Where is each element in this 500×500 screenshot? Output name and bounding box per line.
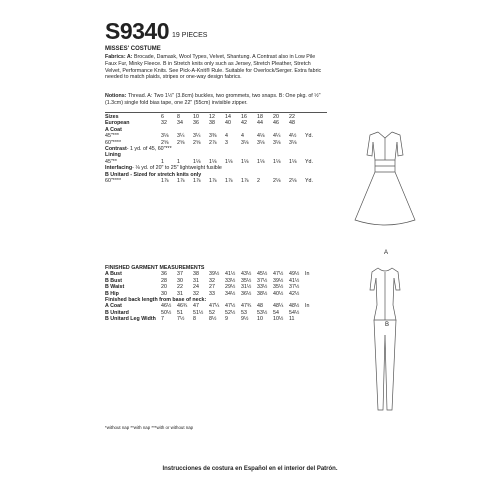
- cell-value: 48: [257, 303, 263, 310]
- cell-value: 4¼: [273, 133, 281, 140]
- cell-value: 1⅛: [241, 158, 249, 165]
- cell-value: 52: [209, 309, 215, 316]
- cell-value: 51: [177, 309, 183, 316]
- cell-value: 7: [161, 316, 164, 323]
- cell-value: 30: [161, 290, 167, 297]
- cell-value: 46¾: [177, 303, 188, 310]
- cell-value: 1: [161, 158, 164, 165]
- unit-cell: Yd.: [305, 178, 313, 185]
- cell-value: 43½: [241, 271, 252, 278]
- cell-value: 35½: [273, 284, 284, 291]
- row-label: A Bust: [105, 271, 122, 278]
- cell-value: 36½: [241, 290, 252, 297]
- cell-value: 42½: [289, 290, 300, 297]
- cell-value: 32: [161, 120, 167, 127]
- cell-value: 47¾: [241, 303, 252, 310]
- cell-value: 9: [225, 316, 228, 323]
- cell-value: 1⅞: [241, 178, 249, 185]
- row-label: B Unitard: [105, 309, 129, 316]
- section-label: FINISHED GARMENT MEASUREMENTS: [105, 265, 205, 271]
- cell-value: 1⅞: [209, 178, 217, 185]
- cell-value: 34: [177, 120, 183, 127]
- cell-value: 2⅝: [177, 139, 185, 146]
- cell-value: 2: [257, 178, 260, 185]
- fabrics-label: Fabrics: A:: [105, 54, 133, 60]
- cell-value: 9½: [241, 316, 249, 323]
- unit-cell: In: [305, 271, 310, 278]
- cell-value: 36: [193, 120, 199, 127]
- row-label: B Waist: [105, 284, 125, 291]
- row-label: B Bust: [105, 277, 123, 284]
- cell-value: 28: [161, 277, 167, 284]
- cell-value: 46: [273, 120, 279, 127]
- fabrics-text: Brocade, Damask, Wool Types, Velvet, Shantung. A Contrast also in Low Pile Faux Fur, Minky Fleece. B in Stretch knits only such as Jersey, Stretch Pleather, Stretch Velvet, Performance Knits. See Pick-A-Knit® Rule. Suitable for Overlock/Serger. Extra fabric needed to match plaids, stripes or one-way design fabrics.: [105, 54, 322, 81]
- row-label: B Hip: [105, 290, 119, 297]
- cell-value: 27: [209, 284, 215, 291]
- notions-label: Notions:: [105, 93, 127, 99]
- yardage-table: [105, 114, 315, 184]
- section-label: Lining: [105, 152, 121, 159]
- cell-value: 3⅛: [161, 133, 169, 140]
- cell-value: 6: [161, 114, 164, 120]
- cell-value: 48½: [289, 303, 300, 310]
- cell-value: 37: [177, 271, 183, 278]
- cell-value: 47: [193, 303, 199, 310]
- cell-value: 54½: [289, 309, 300, 316]
- fabrics-paragraph: [105, 54, 327, 81]
- cell-value: 33½: [225, 277, 236, 284]
- section-label: Interfacing- ⅛ yd. of 20" to 25" lightweight fusible: [105, 165, 222, 172]
- view-a-label: A: [384, 250, 389, 256]
- cell-value: 46½: [161, 303, 172, 310]
- cell-value: 41½: [225, 271, 236, 278]
- cell-value: 3⅜: [209, 133, 217, 140]
- cell-value: 2⅞: [209, 139, 217, 146]
- cell-value: 48¼: [273, 303, 284, 310]
- cell-value: 3⅛: [273, 139, 281, 146]
- table-row: [105, 178, 315, 184]
- cell-value: 39½: [209, 271, 220, 278]
- cell-value: 4: [241, 133, 244, 140]
- cell-value: 18: [257, 114, 263, 120]
- section-label: B Unitard - Sized for stretch knits only: [105, 171, 202, 178]
- cell-value: 48: [289, 120, 295, 127]
- row-label: Sizes: [105, 114, 119, 120]
- row-label: European: [105, 120, 130, 127]
- cell-value: 8: [193, 316, 196, 323]
- cell-value: 40½: [273, 290, 284, 297]
- row-label: 45"***: [105, 133, 119, 140]
- cell-value: 31½: [241, 284, 252, 291]
- cell-value: 14: [225, 114, 231, 120]
- row-label: 60"****: [105, 139, 122, 146]
- cell-value: 22: [289, 114, 295, 120]
- notions-text: Thread. A: Two 1½" (3.8cm) buckles, two grommets, two snaps. B: One pkg. of ½" (1.3cm) single fold bias tape, one 22" (55cm) invisible zipper.: [105, 93, 321, 106]
- cell-value: 1⅛: [193, 158, 201, 165]
- cell-value: 42: [241, 120, 247, 127]
- cell-value: 4½: [289, 133, 297, 140]
- cell-value: 38: [209, 120, 215, 127]
- cell-value: 4⅛: [257, 133, 265, 140]
- cell-value: 1⅛: [273, 158, 281, 165]
- cell-value: 35½: [241, 277, 252, 284]
- cell-value: 31: [193, 277, 199, 284]
- pattern-title: MISSES' COSTUME: [105, 46, 161, 52]
- cell-value: 8½: [209, 316, 217, 323]
- cell-value: 1⅛: [257, 158, 265, 165]
- cell-value: 53½: [257, 309, 268, 316]
- cell-value: 40: [225, 120, 231, 127]
- cell-value: 3: [225, 139, 228, 146]
- cell-value: 1: [177, 158, 180, 165]
- cell-value: 49½: [289, 271, 300, 278]
- cell-value: 38½: [257, 290, 268, 297]
- cell-value: 47½: [273, 271, 284, 278]
- cell-value: 3⅛: [257, 139, 265, 146]
- cell-value: 11: [289, 316, 295, 323]
- cell-value: 20: [161, 284, 167, 291]
- cell-value: 33: [209, 290, 215, 297]
- cell-value: 2⅝: [161, 139, 169, 146]
- cell-value: 37½: [289, 284, 300, 291]
- cell-value: 1⅞: [225, 178, 233, 185]
- cell-value: 10½: [273, 316, 284, 323]
- cell-value: 2⅛: [289, 178, 297, 185]
- cell-value: 22: [177, 284, 183, 291]
- cell-value: 8: [177, 114, 180, 120]
- cell-value: 34½: [225, 290, 236, 297]
- cell-value: 44: [257, 120, 263, 127]
- cell-value: 1⅞: [177, 178, 185, 185]
- cell-value: 33½: [257, 284, 268, 291]
- cell-value: 10: [257, 316, 263, 323]
- cell-value: 3¼: [177, 133, 185, 140]
- spanish-instructions-note: Instrucciones de costura en Español en el interior del Patrón.: [162, 466, 338, 472]
- cell-value: 38: [193, 271, 199, 278]
- cell-value: 2⅛: [273, 178, 281, 185]
- cell-value: 29½: [225, 284, 236, 291]
- cell-value: 51½: [193, 309, 204, 316]
- unit-cell: In: [305, 303, 310, 310]
- table-row: [105, 316, 315, 322]
- cell-value: 39½: [273, 277, 284, 284]
- cell-value: 31: [177, 290, 183, 297]
- cell-value: 30: [177, 277, 183, 284]
- divider: [105, 112, 327, 113]
- cell-value: 7½: [177, 316, 185, 323]
- pieces-count: 19 PIECES: [172, 32, 208, 39]
- cell-value: 12: [209, 114, 215, 120]
- view-b-unitard-illustration: [350, 260, 420, 420]
- cell-value: 1⅞: [161, 178, 169, 185]
- section-label: Finished back length from base of neck:: [105, 297, 207, 304]
- measurements-table: [105, 265, 315, 323]
- cell-value: 52½: [225, 309, 236, 316]
- row-label: B Unitard Leg Width: [105, 316, 156, 323]
- section-label: Contrast- 1 yd. of 45, 60"***: [105, 146, 172, 153]
- cell-value: 32: [193, 290, 199, 297]
- cell-value: 3⅛: [289, 139, 297, 146]
- cell-value: 1⅛: [289, 158, 297, 165]
- cell-value: 1⅛: [225, 158, 233, 165]
- cell-value: 24: [193, 284, 199, 291]
- row-label: 60"****: [105, 178, 122, 185]
- cell-value: 4: [225, 133, 228, 140]
- cell-value: 54: [273, 309, 279, 316]
- cell-value: 10: [193, 114, 199, 120]
- cell-value: 37½: [257, 277, 268, 284]
- cell-value: 3⅛: [241, 139, 249, 146]
- cell-value: 2⅝: [193, 139, 201, 146]
- pattern-number: S9340: [105, 18, 170, 44]
- cell-value: 16: [241, 114, 247, 120]
- unit-cell: [305, 316, 315, 322]
- view-a-dress-illustration: [340, 120, 430, 250]
- view-b-label: B: [385, 322, 390, 328]
- cell-value: 3¼: [193, 133, 201, 140]
- unit-cell: Yd.: [305, 158, 313, 165]
- cell-value: 53: [241, 309, 247, 316]
- cell-value: 41½: [289, 277, 300, 284]
- unit-cell: Yd.: [305, 133, 313, 140]
- cell-value: 45½: [257, 271, 268, 278]
- cell-value: 20: [273, 114, 279, 120]
- cell-value: 36: [161, 271, 167, 278]
- footnote: *without nap **with nap ***with or without nap: [105, 425, 194, 430]
- row-label: A Coat: [105, 303, 122, 310]
- row-label: 45"**: [105, 158, 117, 165]
- cell-value: 47¼: [209, 303, 220, 310]
- section-label: A Coat: [105, 126, 122, 133]
- cell-value: 50½: [161, 309, 172, 316]
- notions-paragraph: [105, 93, 327, 107]
- cell-value: 32: [209, 277, 215, 284]
- cell-value: 1⅞: [193, 178, 201, 185]
- cell-value: 1⅛: [209, 158, 217, 165]
- cell-value: 47½: [225, 303, 236, 310]
